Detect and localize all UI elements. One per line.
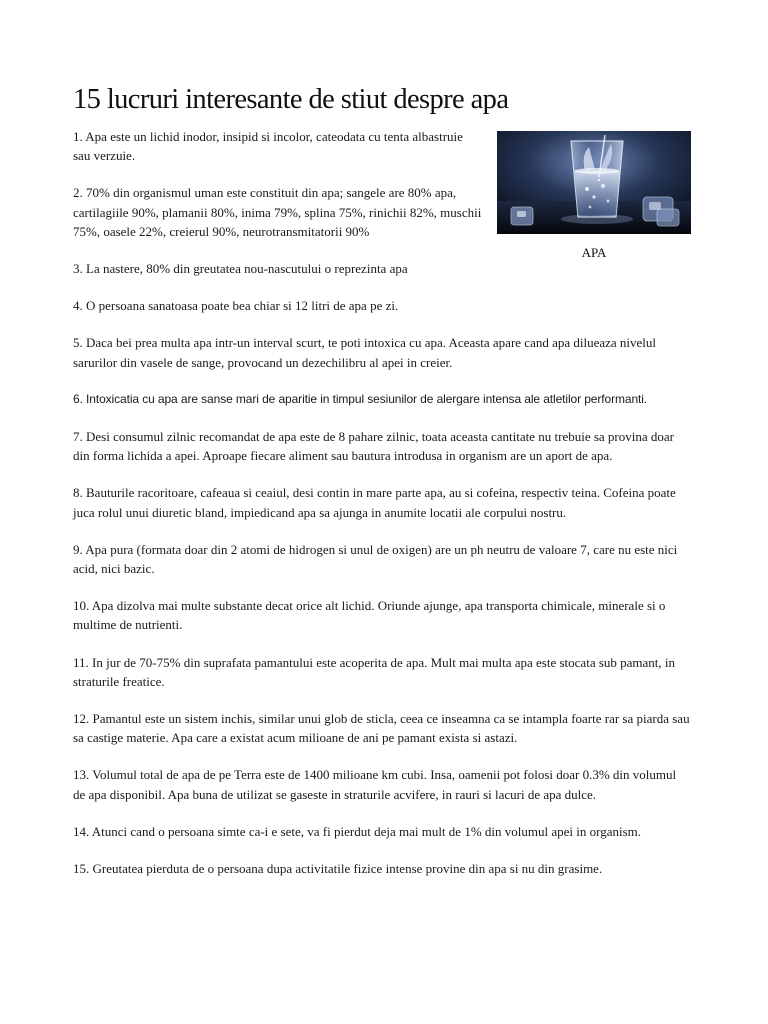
list-item: 7. Desi consumul zilnic recomandat de apa este de 8 pahare zilnic, toata aceasta cantitate nu trebuie sa provina doar din forma lichida a apei. Aproape fiecare aliment sau bautura introdusa in organism are un aport de apa.: [73, 429, 674, 464]
list-item: 14. Atunci cand o persoana simte ca-i e sete, va fi pierdut deja mai mult de 1% din volumul apei in organism.: [73, 823, 642, 839]
list-item: 6. Intoxicatia cu apa are sanse mari de aparitie in timpul sesiunilor de alergare intensa ale atletilor performanti.: [73, 391, 648, 406]
list-item: 9. Apa pura (formata doar din 2 atomi de hidrogen si unul de oxigen) are un ph neutru de valoare 7, care nu este nici acid, nici bazic.: [73, 541, 678, 577]
list-item: 13. Volumul total de apa de pe Terra este de 1400 milioane km cubi. Insa, oamenii pot folosi doar 0.3% din volumul de apa disponibil. Apa buna de utilizat se gaseste in straturile acvifere, in rauri si lacuri de apa dulce.: [73, 767, 677, 802]
figure-caption: APA: [581, 245, 607, 260]
list-item: 10. Apa dizolva mai multe substante decat orice alt lichid. Oriunde ajunge, apa transporta chimicale, minerale si o multime de nutrienti.: [73, 598, 666, 633]
list-item: 4. O persoana sanatoasa poate bea chiar si 12 litri de apa pe zi.: [73, 298, 399, 314]
list-item: 15. Greutatea pierduta de o persoana dupa activitatile fizice intense provine din apa si nu din grasime.: [73, 861, 603, 877]
list-item: 3. La nastere, 80% din greutatea nou-nascutului o reprezinta apa: [73, 261, 408, 277]
facts-list: [73, 127, 691, 896]
list-item: 11. In jur de 70-75% din suprafata pamantului este acoperita de apa. Mult mai multa apa este stocata sub pamant, in straturile freatice.: [73, 654, 676, 689]
list-item: 12. Pamantul este un sistem inchis, similar unui glob de sticla, ceea ce inseamna ca se intampla foarte rar sa piarda sau sa castige materie. Apa care a existat acum milioane de ani pe pamant exista si astazi.: [73, 711, 690, 746]
page-title: 15 lucruri interesante de stiut despre apa: [73, 84, 509, 115]
list-item: 8. Bauturile racoritoare, cafeaua si ceaiul, desi contin in mare parte apa, au si cofeina, respectiv teina. Cofeina poate juca rolul unui diuretic bland, impiedicand apa sa ajunga in anumite locatii ale corpului nostru.: [73, 485, 676, 520]
list-item: 5. Daca bei prea multa apa intr-un interval scurt, te poti intoxica cu apa. Aceasta apare cand apa dilueaza nivelul sarurilor din vasele de sange, provocand un dezechilibru al apei in creier.: [73, 335, 657, 370]
list-item: 1. Apa este un lichid inodor, insipid si incolor, cateodata cu tenta albastruie sau verzuie.: [73, 129, 463, 164]
list-item: 2. 70% din organismul uman este constituit din apa; sangele are 80% apa, cartilagiile 90%, plamanii 80%, inima 79%, splina 75%, rinichii 82%, muschii 75%, oasele 22%, creierul 90%, neurotransmitatorii 90%: [73, 185, 482, 239]
